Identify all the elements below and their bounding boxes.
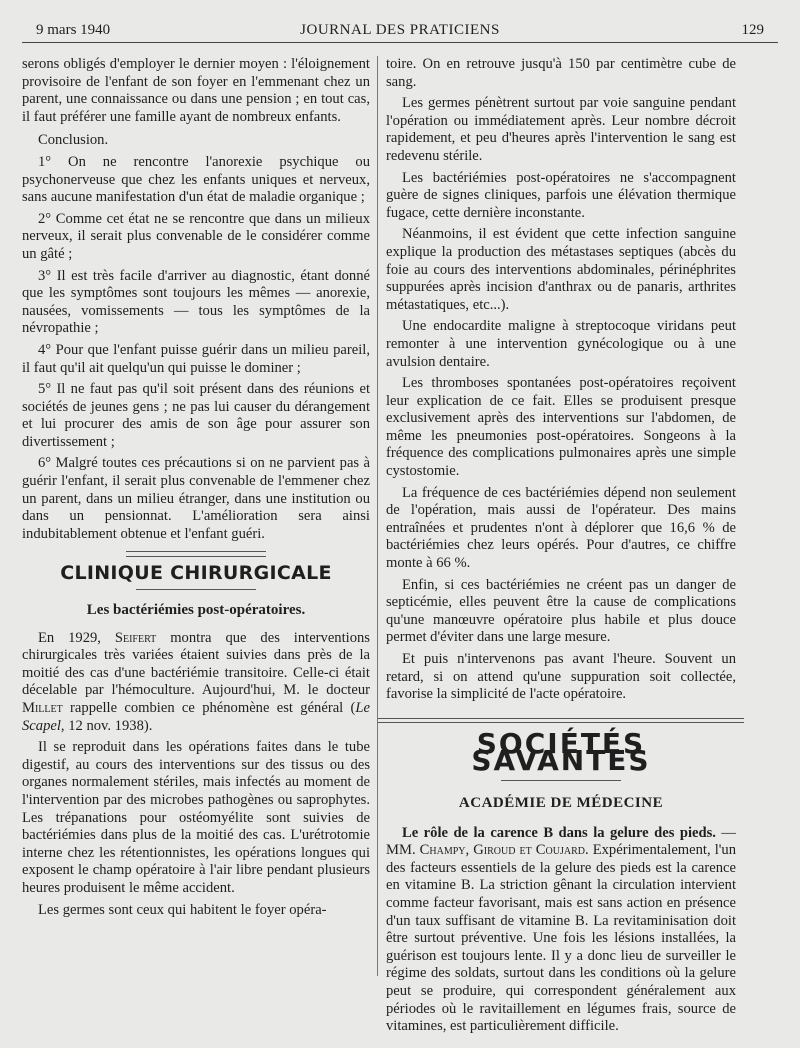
article-paragraph-continued: toire. On en retrouve jusqu'à 150 par centimètre cube de sang. [386,56,736,90]
section-title-clinique: CLINIQUE CHIRURGICALE [60,562,332,585]
paragraph: serons obligés d'employer le dernier moyen : l'éloignement provisoire de l'enfant de son foyer en l'emmenant chez un parent, une connaissance ou dans une pension ; en tout cas, il faut préférer une famille ayant de nombreux enfants. [22,56,370,125]
article-paragraph: Une endocardite maligne à streptocoque viridans peut remonter à une intervention gynécologique ou à une avulsion dentaire. [386,318,736,370]
article-paragraph-3: Les germes sont ceux qui habitent le foyer opéra- [38,901,327,918]
page-header [22,18,778,43]
journal-title: JOURNAL DES PRATICIENS [300,22,500,38]
communication-title: Le rôle de la carence B dans la gelure des pieds. [402,824,716,841]
article-paragraph: Néanmoins, il est évident que cette infection sanguine explique la production des métastases septiques (abcès du foie au cours des interventions abdominales, périnéphrites suppurées après incision d'anthrax ou de panaris, arthrites métastatiques, etc...). [386,226,736,313]
column-divider [377,56,378,976]
conclusion-item-1: 1° On ne rencontre l'anorexie psychique ou psychonerveuse que chez les enfants uniques et nerveux, sans aucune manifestation d'un état de maladie organique ; [22,153,370,206]
left-column [22,56,370,923]
title-underline [501,780,621,781]
article-paragraph-1: En 1929, Seifert montra que des interventions chirurgicales très variées étaient suivies dans près de la moitié des cas d'une bactériémie transitoire. Celle-ci était décelable par l'hémoculture. Aujourd'hui, M. le docteur Millet rappelle combien ce phénomène est général (Le Scapel, 12 nov. 1938). [22,629,370,734]
section-title-societes: SOCIÉTÉS SAVANTES [471,726,651,778]
article-paragraph: Les bactériémies post-opératoires ne s'accompagnent guère de signes cliniques, parfois une élévation thermique fugace, cette dernière inconstante. [386,169,736,221]
conclusion-item-3: 3° Il est très facile d'arriver au diagnostic, étant donné que les symptômes sont toujours les mêmes — anorexie, nausées, vomissements — tous les symptômes de la névropathie ; [22,267,370,337]
article-paragraph-2: Il se reproduit dans les opérations faites dans le tube digestif, au cours des interventions sur des tissus ou des organes normalement stériles, mais infectés au moment de l'intervention par des microbes pathogènes ou saprophytes. Les trépanations pour ostéomyélite sont suivies de bactériémies dans plus de la moitié des cas. L'urétrotomie interne chez les rétentionnistes, les opérations longues qui exposent le champ opératoire à l'air libre pendant plusieurs heures produisent le même accident. [22,739,370,896]
societes-paragraph: Le rôle de la carence B dans la gelure des pieds. — MM. Champy, Giroud et Coujard. Expérimentalement, l'un des facteurs essentiels de la gelure des pieds est la carence en vitamine B. La striction gênant la circulation intervient comme facteur favorisant, mais est sans action en présence d'un taux suffisant de vitamine B. La revitaminisation doit être surtout préventive. Une fois les lésions installées, la guérison est toujours lente. Il y a donc lieu de surveiller le régime des soldats, surtout dans les conditions où la gelure peut se produire, qui correspondent généralement aux périodes où le ravitaillement en légumes frais, source de vitamines, est particulièrement difficile. [386,824,736,1035]
title-underline [136,589,256,590]
issue-date: 9 mars 1940 [36,22,111,38]
section-divider [126,551,266,557]
article-paragraph: Et puis n'intervenons pas avant l'heure. Souvent un retard, si on attend qu'une suppuration soit collectée, favorise la simplicité de l'acte opératoire. [386,651,736,703]
conclusion-item-2: 2° Comme cet état ne se rencontre que dans un milieux nerveux, il serait plus convenable de le considérer comme un gâté ; [22,210,370,262]
article-paragraph: Enfin, si ces bactériémies ne créent pas un danger de septicémie, elles peuvent être la cause de complications qu'une manœuvre opératoire plus habile et plus douce permet d'éviter dans une large mesure. [386,576,736,646]
author-name: Millet [22,700,63,716]
academie-heading: ACADÉMIE DE MÉDECINE [458,794,664,811]
journal-reference: Le Scapel [22,700,370,734]
page-number: 129 [741,22,764,38]
conclusion-item-6: 6° Malgré toutes ces précautions si on ne parvient pas à guérir l'enfant, il serait plus convenable de l'emmener chez un parent, dans un milieu étranger, dans une institution ou dans un pensionnat. L'amélioration sera ainsi indubitablement obtenue et l'enfant guéri. [22,455,370,542]
article-paragraph: Les thromboses spontanées post-opératoires reçoivent leur explication de ce fait. Elles se produisent presque exclusivement après des interventions sur l'abdomen, de même les pneumonies post-opératoires. Songeons à la fréquence des complications pulmonaires après une simple cystostomie. [386,375,736,480]
article-paragraph: Les germes pénètrent surtout par voie sanguine pendant l'opération ou immédiatement après. Leur nombre décroit rapidement, et peu d'heures après l'intervention le sang est redevenu stérile. [386,95,736,164]
conclusion-heading: Conclusion. [38,132,109,149]
author-names: Champy, Giroud et Coujard [419,842,585,859]
article-title: Les bactériémies post-opératoires. [86,602,306,619]
conclusion-item-5: 5° Il ne faut pas qu'il soit présent dans des réunions et sociétés de jeunes gens ; ne pas lui causer du dérangement et lui procurer des amis de son âge pour assurer son divertissement ; [22,381,370,450]
right-column [386,56,736,1040]
article-paragraph: La fréquence de ces bactériémies dépend non seulement de l'opération, mais aussi de l'opérateur. Des mains entraînées et prudentes n'ont à déplorer que 16,6 % de bactériémies chez leurs opérés. Pour d'autres, ce chiffre monte à 66 %. [386,484,736,572]
section-divider [378,718,744,723]
conclusion-item-4: 4° Pour que l'enfant puisse guérir dans un milieu pareil, il faut qu'il ait quelqu'un qui puisse le dominer ; [22,341,370,376]
author-name: Seifert [114,629,157,646]
